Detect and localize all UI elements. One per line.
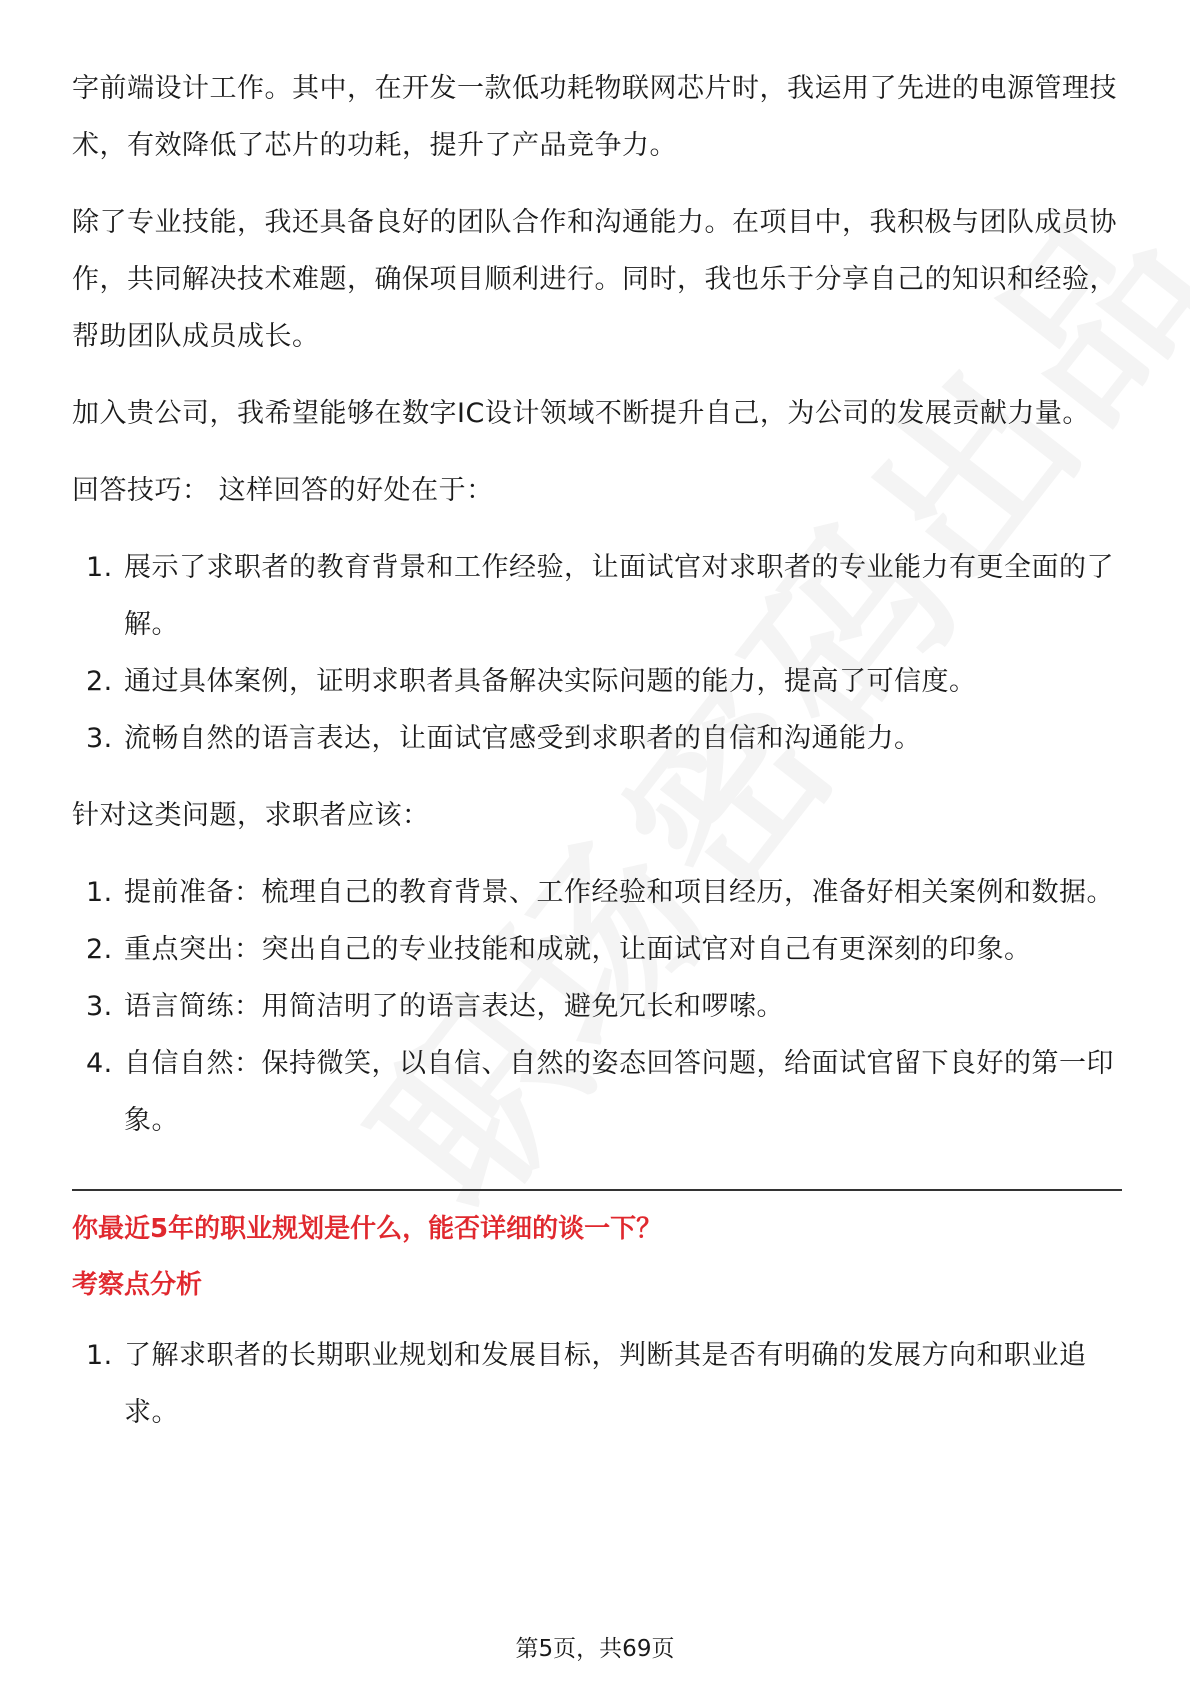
list-number: 3. [86, 991, 113, 1022]
page-footer: 第5页，共69页 [515, 1636, 675, 1662]
list-item [72, 978, 1122, 1035]
document-page [72, 60, 1122, 1461]
list-item-text: 通过具体案例，证明求职者具备解决实际问题的能力，提高了可信度。 [124, 666, 977, 697]
list-number: 2. [86, 666, 113, 697]
paragraph-3: 加入贵公司，我希望能够在数字IC设计领域不断提升自己，为公司的发展贡献力量。 [72, 398, 1090, 429]
list-number: 2. [86, 934, 113, 965]
list-item [72, 1035, 1122, 1149]
question-title: 你最近5年的职业规划是什么，能否详细的谈一下？ [72, 1214, 663, 1244]
list-item [72, 710, 1122, 767]
list-item [72, 864, 1122, 921]
analysis-list [72, 1327, 1122, 1441]
advice-list [72, 864, 1122, 1149]
list-item-text: 了解求职者的长期职业规划和发展目标，判断其是否有明确的发展方向和职业追求。 [124, 1340, 1087, 1428]
list-item [72, 921, 1122, 978]
paragraph-2: 除了专业技能，我还具备良好的团队合作和沟通能力。在项目中，我积极与团队成员协作，共同解决技术难题，确保项目顺利进行。同时，我也乐于分享自己的知识和经验，帮助团队成员成长。 [72, 207, 1117, 352]
list-item-text: 流畅自然的语言表达，让面试官感受到求职者的自信和沟通能力。 [124, 723, 922, 754]
list-number: 1. [86, 552, 113, 583]
advice-heading: 针对这类问题，求职者应该： [72, 800, 430, 831]
list-item-text: 自信自然：保持微笑，以自信、自然的姿态回答问题，给面试官留下良好的第一印象。 [124, 1048, 1114, 1136]
list-number: 3. [86, 723, 113, 754]
list-number: 1. [86, 1340, 113, 1371]
list-item-text: 重点突出：突出自己的专业技能和成就，让面试官对自己有更深刻的印象。 [124, 934, 1032, 965]
tips-list [72, 539, 1122, 767]
tips-heading: 回答技巧： 这样回答的好处在于： [72, 475, 494, 506]
list-item [72, 1327, 1122, 1441]
list-item-text: 语言简练：用简洁明了的语言表达，避免冗长和啰嗦。 [124, 991, 784, 1022]
paragraph-1: 字前端设计工作。其中，在开发一款低功耗物联网芯片时，我运用了先进的电源管理技术，有效降低了芯片的功耗，提升了产品竞争力。 [72, 73, 1117, 161]
list-number: 1. [86, 877, 113, 908]
list-item-text: 展示了求职者的教育背景和工作经验，让面试官对求职者的专业能力有更全面的了解。 [124, 552, 1114, 640]
list-item [72, 539, 1122, 653]
section-divider [72, 1189, 1122, 1191]
analysis-heading: 考察点分析 [72, 1270, 203, 1300]
list-item [72, 653, 1122, 710]
list-number: 4. [86, 1048, 113, 1079]
list-item-text: 提前准备：梳理自己的教育背景、工作经验和项目经历，准备好相关案例和数据。 [124, 877, 1114, 908]
